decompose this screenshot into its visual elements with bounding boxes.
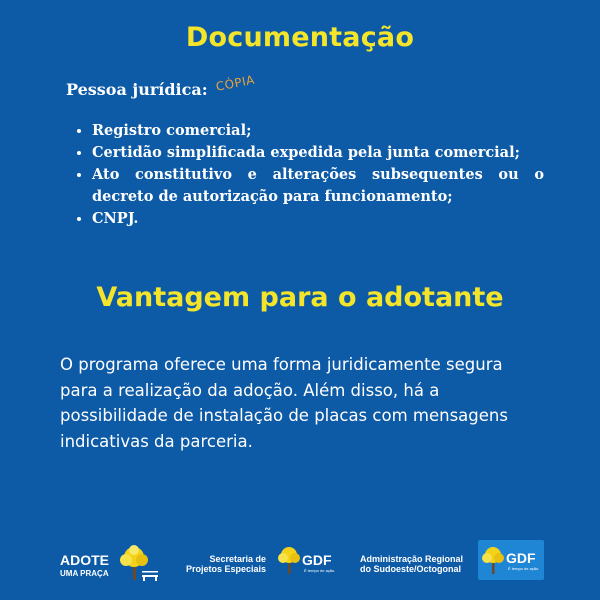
secretaria-text [178,554,266,574]
gdf-logo [478,540,544,580]
administracao-text [360,554,480,574]
gdf-mark: GDF [302,552,332,568]
list-item: • Certidão simplificada expedida pela junta comercial; [92,142,544,164]
adote-name: ADOTE [60,552,109,568]
secretaria-line1: Secretaria de [209,554,266,564]
list-item: • CNPJ. [92,208,544,230]
list-item: • Ato constitutivo e alterações subsequentes ou o decreto de autorização para funcionamento; [92,164,544,208]
tree-icon [114,544,162,584]
copia-stamp: CÓPIA [214,72,256,94]
gdf-tree-icon [276,544,304,576]
pessoa-juridica-label: Pessoa jurídica: [66,80,208,99]
bench-icon [142,571,158,581]
footer-logos [0,536,600,592]
gdf-tagline: É tempo de ação. [508,566,540,571]
list-item: • Registro comercial; [92,120,544,142]
adote-uma-praca-logo [60,544,170,584]
gdf-tagline: É tempo de ação. [304,568,336,573]
gdf-logo [276,544,346,580]
gdf-tree-icon [480,543,508,577]
documents-list [74,120,544,230]
adote-sub: UMA PRAÇA [60,569,109,578]
admin-line2: do Sudoeste/Octogonal [360,564,462,574]
admin-line1: Administração Regional [360,554,464,564]
documentacao-title: Documentação [185,22,415,53]
vantagem-title: Vantagem para o adotante [96,282,504,313]
gdf-mark: GDF [506,550,536,566]
secretaria-line2: Projetos Especiais [185,564,266,574]
vantagem-body: O programa oferece uma forma juridicamente segura para a realização da adoção. Além disso, há a possibilidade de instalação de placas com mensagens indicativas da parceria. [60,355,508,451]
